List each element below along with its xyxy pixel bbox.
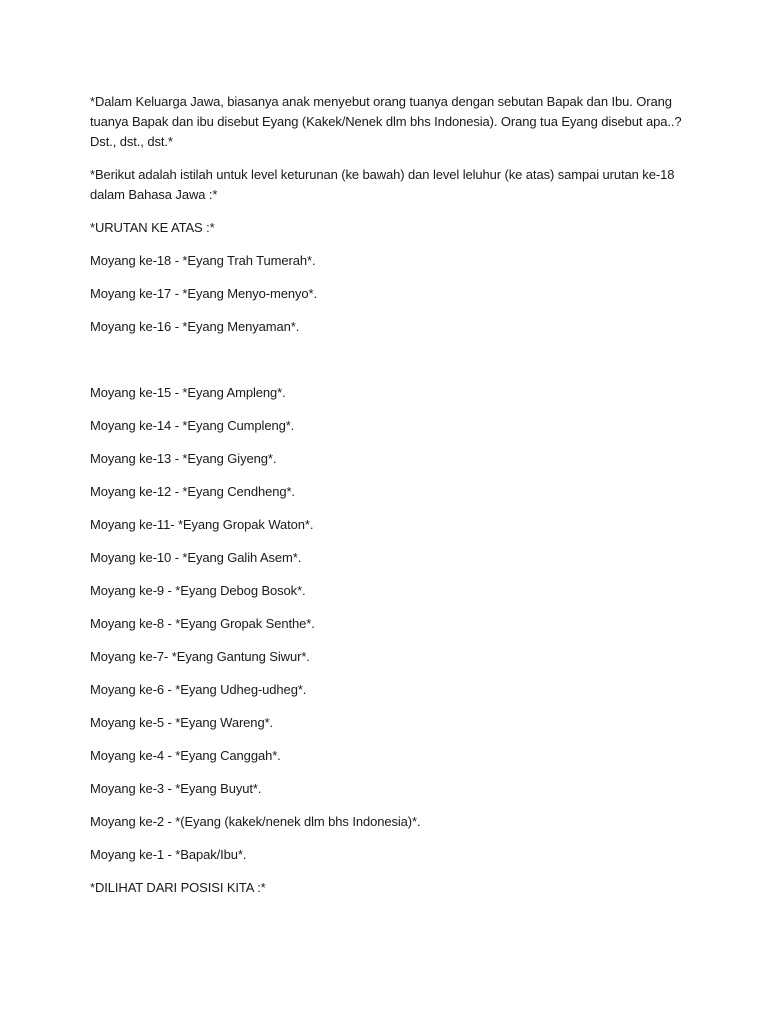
explain-paragraph	[90, 165, 690, 205]
list-item: Moyang ke-12 - *Eyang Cendheng*.	[90, 484, 295, 499]
list-item: Moyang ke-6 - *Eyang Udheg-udheg*.	[90, 682, 307, 697]
list-item: Moyang ke-9 - *Eyang Debog Bosok*.	[90, 583, 306, 598]
list-item: Moyang ke-14 - *Eyang Cumpleng*.	[90, 418, 295, 433]
list-item: Moyang ke-5 - *Eyang Wareng*.	[90, 715, 274, 730]
document-body	[90, 92, 690, 911]
explain-line: *Berikut adalah istilah untuk level keturunan (ke bawah) dan level leluhur (ke atas) sampai urutan ke-18	[90, 167, 675, 182]
explain-line: dalam Bahasa Jawa :*	[90, 187, 218, 202]
list-item: Moyang ke-8 - *Eyang Gropak Senthe*.	[90, 616, 315, 631]
list-item: Moyang ke-3 - *Eyang Buyut*.	[90, 781, 262, 796]
blank-line	[90, 350, 690, 383]
intro-line: tuanya Bapak dan ibu disebut Eyang (Kakek/Nenek dlm bhs Indonesia). Orang tua Eyang disebut apa..?	[90, 114, 682, 129]
intro-paragraph	[90, 92, 690, 152]
list-item: Moyang ke-11- *Eyang Gropak Waton*.	[90, 517, 314, 532]
intro-line: Dst., dst., dst.*	[90, 134, 173, 149]
section-heading-upward: *URUTAN KE ATAS :*	[90, 220, 215, 235]
list-item: Moyang ke-15 - *Eyang Ampleng*.	[90, 385, 286, 400]
section-heading-position: *DILIHAT DARI POSISI KITA :*	[90, 880, 266, 895]
list-item: Moyang ke-18 - *Eyang Trah Tumerah*.	[90, 253, 316, 268]
list-item: Moyang ke-1 - *Bapak/Ibu*.	[90, 847, 247, 862]
intro-line: *Dalam Keluarga Jawa, biasanya anak menyebut orang tuanya dengan sebutan Bapak dan Ibu. Orang	[90, 94, 672, 109]
list-item: Moyang ke-16 - *Eyang Menyaman*.	[90, 319, 300, 334]
list-item: Moyang ke-13 - *Eyang Giyeng*.	[90, 451, 277, 466]
list-item: Moyang ke-2 - *(Eyang (kakek/nenek dlm bhs Indonesia)*.	[90, 814, 421, 829]
list-item: Moyang ke-7- *Eyang Gantung Siwur*.	[90, 649, 310, 664]
list-item: Moyang ke-17 - *Eyang Menyo-menyo*.	[90, 286, 318, 301]
list-item: Moyang ke-4 - *Eyang Canggah*.	[90, 748, 281, 763]
list-item: Moyang ke-10 - *Eyang Galih Asem*.	[90, 550, 302, 565]
